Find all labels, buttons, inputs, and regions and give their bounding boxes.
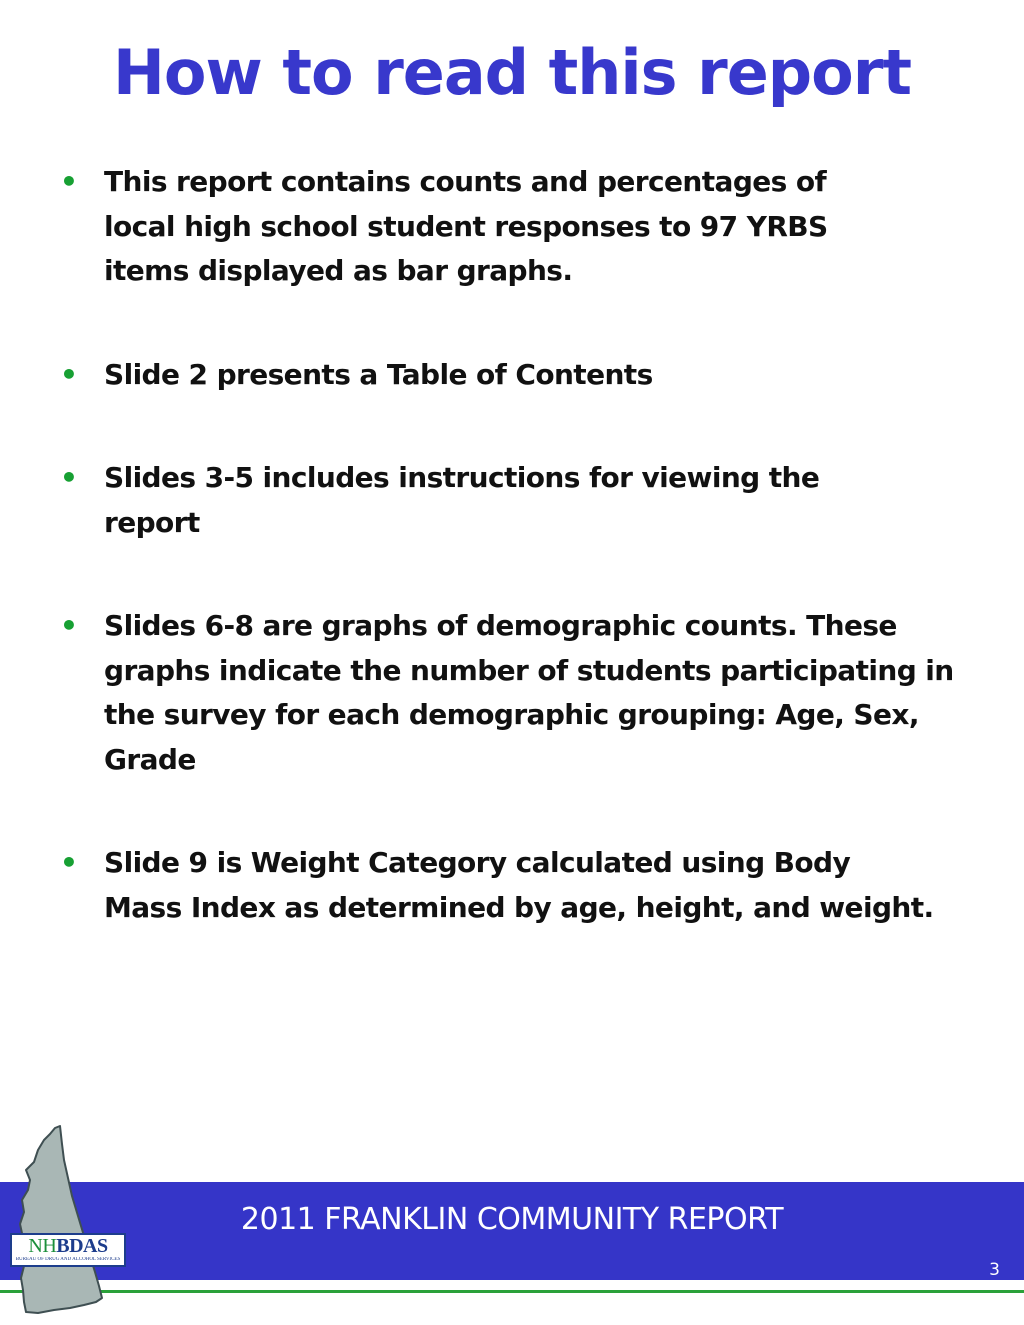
bullet-item [60,604,984,782]
bullet-text: Slides 3-5 includes instructions for viewing the report [104,461,820,539]
new-hampshire-map-icon [0,1120,110,1325]
bullet-item [60,456,904,545]
bullet-icon: • [60,846,78,879]
bullet-icon: • [60,357,78,391]
bullet-item [60,353,980,398]
page-title: How to read this report [113,36,911,109]
bullet-text: Slides 6-8 are graphs of demographic counts. These graphs indicate the number of students participating in the survey for each demographic grouping: Age, Sex, Grade [104,609,954,776]
new-hampshire-map-shape [20,1126,102,1313]
bullet-icon: • [60,609,78,642]
bullet-icon: • [60,461,78,494]
logo-nh-text: NH [28,1235,57,1257]
nhbdas-logo [10,1233,126,1267]
logo-tagline: BUREAU OF DRUG AND ALCOHOL SERVICES [15,1257,121,1262]
logo-wordmark [12,1236,124,1256]
bullet-text: This report contains counts and percentages of local high school student responses to 97 YRBS items displayed as bar graphs. [104,165,828,287]
bullet-list [60,160,980,930]
bullet-text: Slide 9 is Weight Category calculated using Body Mass Index as determined by age, height, and weight. [104,846,934,924]
page-number: 3 [989,1260,1000,1280]
logo-bdas-text: BDAS [56,1235,108,1257]
bullet-item [60,841,934,930]
bullet-icon: • [60,165,78,198]
footer-rule [0,1290,1024,1293]
footer-report-title: 2011 FRANKLIN COMMUNITY REPORT [240,1202,784,1237]
bullet-text: Slide 2 presents a Table of Contents [104,357,653,391]
bullet-item [60,160,904,294]
